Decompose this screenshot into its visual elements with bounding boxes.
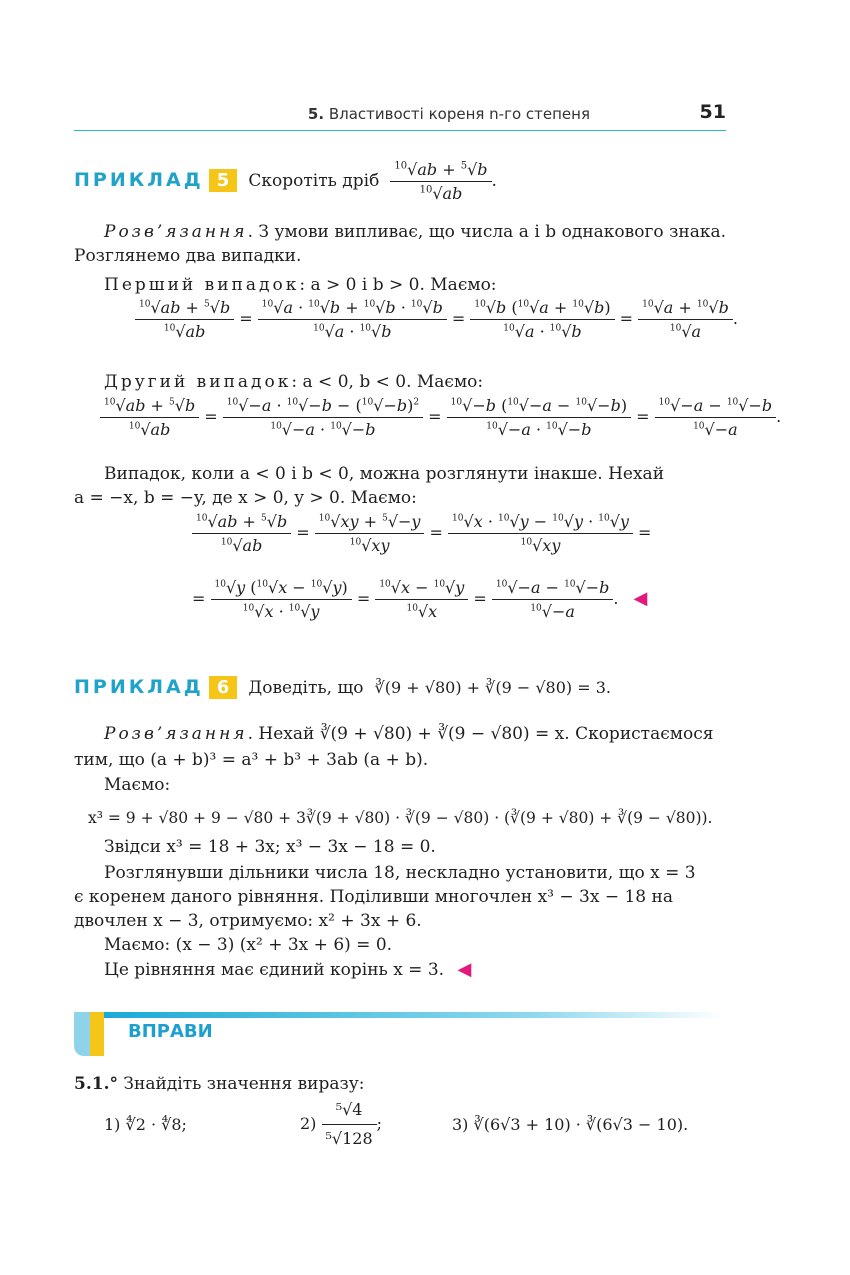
solution-word: Розв’язання: [104, 222, 248, 242]
page-number: 51: [699, 101, 726, 123]
exercise-number: 5.1.°: [74, 1074, 118, 1094]
example-label: ПРИКЛАД: [74, 676, 204, 698]
example-task: Скоротіть дріб: [248, 171, 380, 191]
para-line2: є коренем даного рівняння. Поділивши многочлен x³ − 3x − 18 на: [74, 887, 673, 907]
solution-paragraph: [74, 220, 726, 268]
case1-equation: $\frac{^{10}√ab + ^5√b}{^{10}√ab}$ = $\frac{^{10}√a \cdot ^{10}√b + ^{10}√b \cdot ^{10}√b}{^{10}√a \cdot ^{10}√b}$ = $\frac{^{10}√b (^{10}√a + ^{10}√b)}{^{10}√a \cdot ^{10}√b}$ = $\frac{^{10}√a + ^{10}√b}{^{10}√a}$ .: [135, 298, 738, 341]
hence-line: Звідси x³ = 18 + 3x; x³ − 3x − 18 = 0.: [104, 837, 436, 857]
have2-line: Маємо: (x − 3) (x² + 3x + 6) = 0.: [104, 935, 393, 955]
exercise-item-2: 2) $\frac{\text{⁵√4}}{\text{⁵√128}}$ ;: [300, 1098, 382, 1151]
exercise-5-1: [74, 1072, 365, 1096]
case1-line: [104, 273, 497, 297]
final-text: Це рівняння має єдиний корінь x = 3.: [104, 960, 445, 980]
alt-text-2: a = −x, b = −y, де x > 0, y > 0. Маємо:: [74, 488, 417, 508]
end-proof-marker: ◀: [633, 588, 648, 609]
case2-line: [104, 370, 483, 394]
task-fraction: [390, 160, 491, 203]
section-number: 5.: [307, 105, 325, 123]
example-5-heading: ПРИКЛАД 5 Скоротіть дріб $\frac{^{10}√ab + ^5√b}{^{10}√ab}$ .: [74, 160, 497, 203]
example-6-heading: [74, 676, 611, 700]
item2-denominator: ⁵√128: [325, 1129, 373, 1148]
have-label: Маємо:: [104, 775, 171, 795]
item2-numerator: ⁵√4: [322, 1098, 377, 1125]
section-bar-gradient: [98, 1012, 724, 1018]
para-line1: Розглянувши дільники числа 18, нескладно установити, що x = 3: [104, 863, 696, 883]
exercise-text: Знайдіть значення виразу:: [123, 1074, 365, 1094]
example-number: 5: [209, 169, 238, 192]
section-bar-accent-yellow: [90, 1012, 104, 1056]
example-task: Доведіть, що: [248, 678, 364, 698]
example-number: 6: [209, 676, 238, 699]
alt-equation-1: $\frac{^{10}√ab + ^5√b}{^{10}√ab}$ = $\frac{^{10}√xy + ^5√-y}{^{10}√xy}$ = $\frac{^{10}√x \cdot ^{10}√y - ^{10}√y \cdot ^{10}√y}{^{10}√xy}$ =: [192, 512, 651, 555]
example-label: ПРИКЛАД: [74, 169, 204, 191]
running-head: [200, 105, 590, 123]
solution6-text: . Нехай ∛(9 + √80) + ∛(9 − √80) = x. Скористаємося: [247, 724, 714, 744]
big-equation: x³ = 9 + √80 + 9 − √80 + 3∛(9 + √80) · ∛(9 − √80) · (∛(9 + √80) + ∛(9 − √80)).: [88, 809, 713, 827]
solution-text: . З умови випливає, що числа a і b однакового знака. Розглянемо два випадки.: [74, 222, 726, 266]
case1-label: Перший випадок: [104, 275, 300, 295]
case2-label: Другий випадок: [104, 372, 292, 392]
solution-word: Розв’язання: [104, 724, 248, 744]
case2-equation: $\frac{^{10}√ab + ^5√b}{^{10}√ab}$ = $\frac{^{10}√-a \cdot ^{10}√-b - (^{10}√-b)^2}{^{10}√-a \cdot ^{10}√-b}$ = $\frac{^{10}√-b (^{10}√-a - ^{10}√-b)}{^{10}√-a \cdot ^{10}√-b}$ = $\frac{^{10}√-a - ^{10}√-b}{^{10}√-a}$ .: [100, 396, 781, 439]
exercise-item-3: 3) ∛(6√3 + 10) · ∛(6√3 − 10).: [452, 1115, 689, 1134]
exercise-item-1: 1) ∜2 · ∜8;: [104, 1115, 187, 1134]
para-line3: двочлен x − 3, отримуємо: x² + 3x + 6.: [74, 911, 422, 931]
final-line: [104, 958, 471, 982]
end-proof-marker: ◀: [457, 959, 472, 980]
task-expression: ∛(9 + √80) + ∛(9 − √80) = 3.: [374, 678, 611, 697]
task-fraction-den: $^{10}$√ab: [419, 184, 463, 203]
case2-condition: : a < 0, b < 0. Маємо:: [291, 372, 484, 392]
section-title: Властивості кореня n-го степеня: [328, 105, 590, 123]
task-fraction-num: $^{10}$√ab + $^5$√b: [390, 160, 491, 182]
alt-text-1: Випадок, коли a < 0 і b < 0, можна розглянути інакше. Нехай: [104, 464, 665, 484]
alt-equation-2: = $\frac{^{10}√y (^{10}√x - ^{10}√y)}{^{10}√x \cdot ^{10}√y}$ = $\frac{^{10}√x - ^{10}√y}{^{10}√x}$ = $\frac{^{10}√-a - ^{10}√-b}{^{10}√-a}$ . ◀: [192, 578, 648, 621]
item2-label: 2): [300, 1114, 317, 1133]
solution6-line1: [104, 722, 713, 746]
case1-condition: : a > 0 і b > 0. Маємо:: [299, 275, 497, 295]
solution6-line2: тим, що (a + b)³ = a³ + b³ + 3ab (a + b).: [74, 750, 429, 770]
section-title-exercises: ВПРАВИ: [128, 1021, 213, 1042]
